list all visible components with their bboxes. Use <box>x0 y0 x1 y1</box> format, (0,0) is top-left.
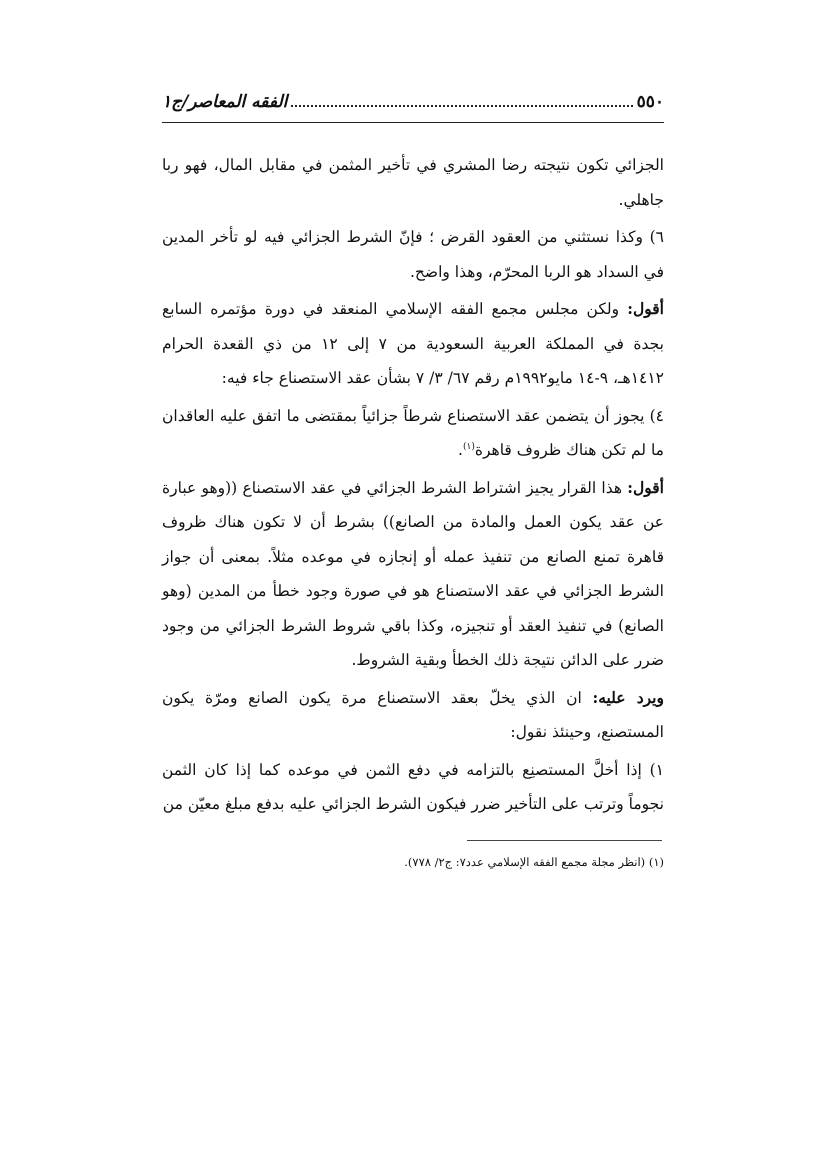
footnote-text: (١) (انظر مجلة مجمع الفقه الإسلامي عدد٧: ج٢/ ٧٧٨). <box>404 854 664 869</box>
lead-word: أقول: <box>627 477 664 497</box>
header-divider <box>162 122 664 123</box>
paragraph: ويرد عليه: ان الذي يخلّ بعقد الاستصناع مرة يكون الصانع ومرّة يكون المستصنع، وحينئذ نقول: <box>162 687 664 741</box>
paragraph: ٦) وكذا نستثني من العقود القرض ؛ فإنّ الشرط الجزائي فيه لو تأخر المدين في السداد هو الربا المحرّم، وهذا واضح. <box>162 228 664 281</box>
page-number: ٥٥٠ <box>636 92 664 112</box>
footnote-reference[interactable]: (١) <box>462 441 475 452</box>
lead-word: ويرد عليه: <box>592 687 664 707</box>
paragraph: أقول: هذا القرار يجيز اشتراط الشرط الجزائي في عقد الاستصناع ((وهو عبارة عن عقد يكون العمل والمادة من الصانع)) بشرط أن لا تكون هناك ظروف قاهرة تمنع الصانع من تنفيذ عمله أو إنجازه في موعده مثلاً. بمعنى أن جواز الشرط الجزائي في عقد الاستصناع هو في صورة وجود خطأ من المدين (وهو الصانع) في تنفيذ العقد أو تنجيزه، وكذا باقي شروط الشرط الجزائي من وجود ضرر على الدائن نتيجة ذلك الخطأ وبقية الشروط. <box>162 477 664 669</box>
paragraph-quoted-resolution: ٤) يجوز أن يتضمن عقد الاستصناع شرطاً جزائياً بمقتضى ما اتفق عليه العاقدان ما لم تكن هناك ظروف قاهرة$^{(١)}$. <box>162 406 664 459</box>
running-title: الفقه المعاصر/ج١ <box>162 92 288 112</box>
book-page <box>162 92 664 871</box>
paragraph: ١) إذا أخلَّ المستصنِع بالتزامه في دفع الثمن في موعده كما إذا كان الثمن نجوماً وترتب على التأخير ضرر فيكون الشرط الجزائي عليه بدفع مبلغ معيّن من <box>162 760 664 813</box>
lead-word: أقول: <box>627 299 664 318</box>
running-header <box>162 92 664 120</box>
footnote-divider <box>467 840 662 841</box>
paragraph: الجزائي تكون نتيجته رضا المشري في تأخير المثمن في مقابل المال، فهو ربا جاهلي. <box>162 156 664 209</box>
paragraph: أقول: ولكن مجلس مجمع الفقه الإسلامي المنعقد في دورة مؤتمره السابع بجدة في المملكة العربية السعودية من ٧ إلى ١٢ من ذي القعدة الحرام ١٤١٢هـ، ٩-١٤ مايو١٩٩٢م رقم ٦٧/ ٣/ ٧ بشأن عقد الاستصناع جاء فيه: <box>162 299 664 387</box>
main-text <box>162 148 664 822</box>
leader-dots <box>291 104 632 107</box>
